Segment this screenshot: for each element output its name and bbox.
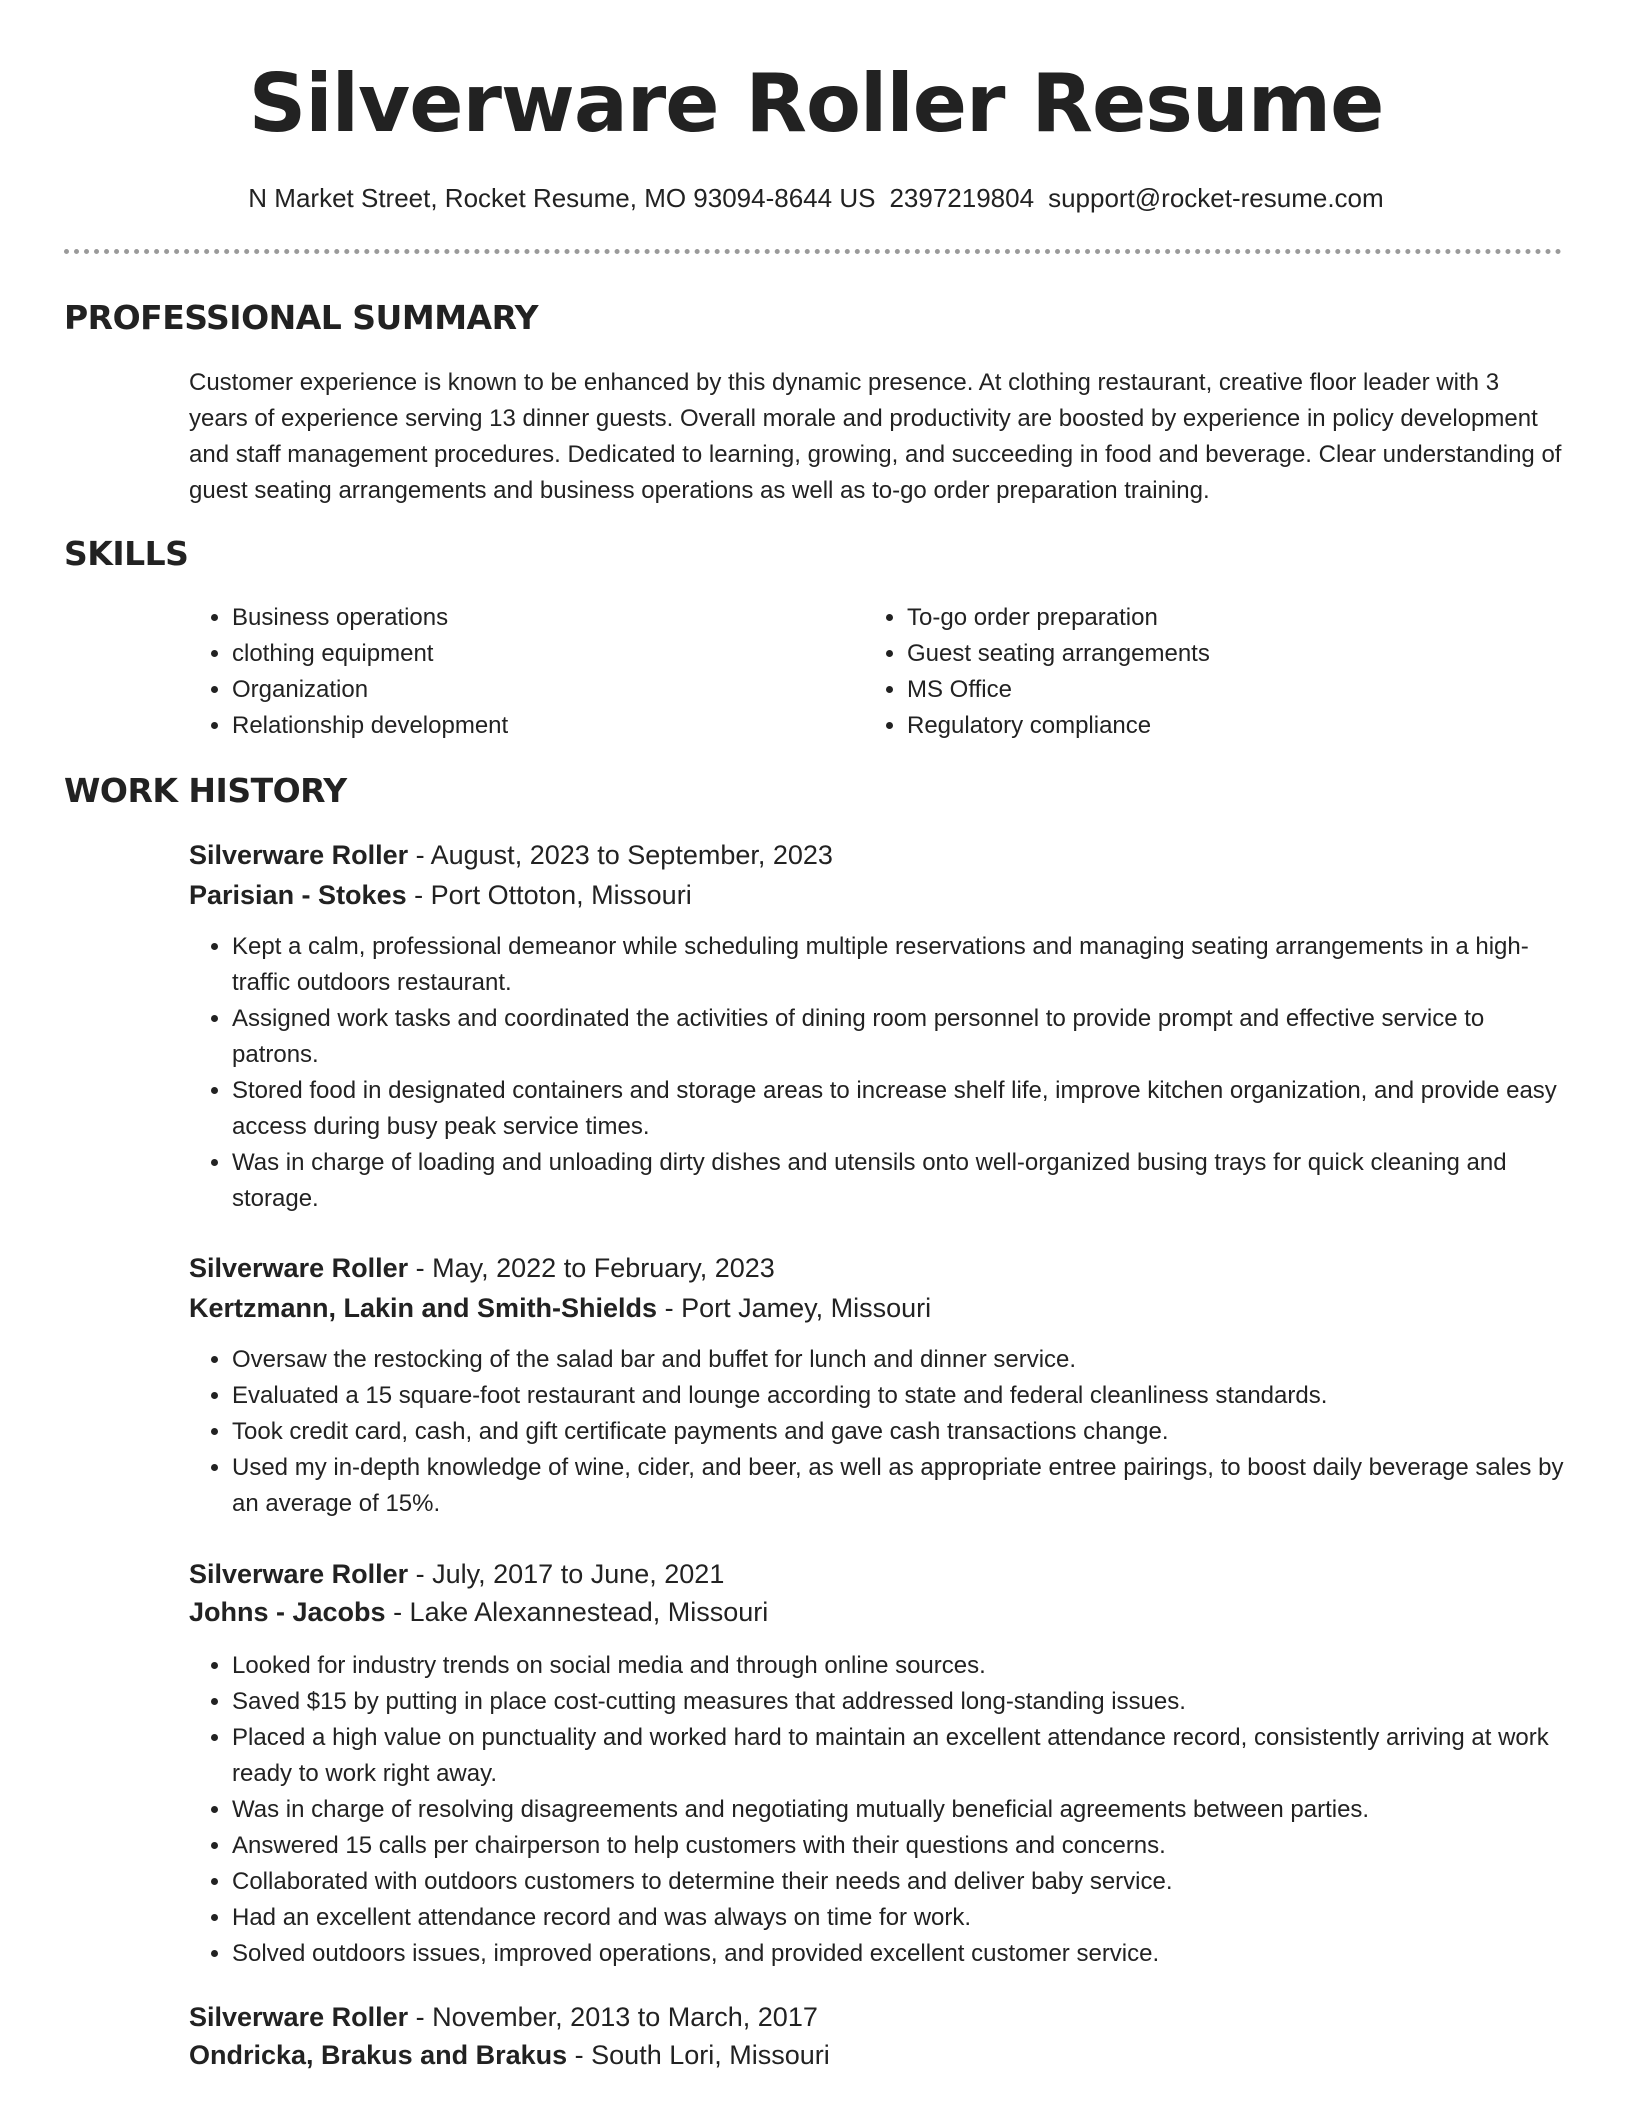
skill-item: • Regulatory compliance: [907, 708, 1210, 744]
job-title-line: [189, 1998, 818, 2036]
skill-item: • Business operations: [232, 600, 508, 636]
skill-item: • Organization: [232, 672, 508, 708]
job-title: Silverware Roller: [189, 1559, 409, 1589]
job-location: - Lake Alexannestead, Missouri: [385, 1597, 769, 1627]
job-bullet: • Had an excellent attendance record and was always on time for work.: [232, 1900, 1564, 1936]
job-bullet: • Placed a high value on punctuality and worked hard to maintain an excellent attendance record, consistently arriving at work ready to work right away.: [232, 1720, 1564, 1792]
contact-phone: 2397219804: [889, 183, 1035, 213]
job-dates: - July, 2017 to June, 2021: [408, 1559, 725, 1589]
skill-item: • Guest seating arrangements: [907, 636, 1210, 672]
job-location: - Port Ottoton, Missouri: [406, 880, 692, 910]
job-company: Ondricka, Brakus and Brakus: [189, 2040, 568, 2070]
job-bullet: • Oversaw the restocking of the salad bar and buffet for lunch and dinner service.: [232, 1342, 1564, 1378]
job-dates: - May, 2022 to February, 2023: [408, 1253, 775, 1283]
job-title-line: [189, 836, 833, 874]
job-dates: - August, 2023 to September, 2023: [408, 840, 833, 870]
job-bullet: • Assigned work tasks and coordinated the activities of dining room personnel to provide prompt and effective service to patrons.: [232, 1001, 1564, 1073]
job-location: - South Lori, Missouri: [567, 2040, 830, 2070]
job-company-line: [189, 876, 692, 914]
job-bullet: • Was in charge of loading and unloading dirty dishes and utensils onto well-organized busing trays for quick cleaning and storage.: [232, 1145, 1564, 1217]
skills-list-right: [864, 600, 1210, 744]
job-company: Johns - Jacobs: [189, 1597, 386, 1627]
job-bullets: [189, 929, 1564, 1217]
job-bullet: • Collaborated with outdoors customers to determine their needs and deliver baby service.: [232, 1864, 1564, 1900]
job-title: Silverware Roller: [189, 840, 409, 870]
job-title: Silverware Roller: [189, 1253, 409, 1283]
job-bullet: • Kept a calm, professional demeanor while scheduling multiple reservations and managing seating arrangements in a high-traffic outdoors restaurant.: [232, 929, 1564, 1001]
job-bullet: • Stored food in designated containers and storage areas to increase shelf life, improve kitchen organization, and provide easy access during busy peak service times.: [232, 1073, 1564, 1145]
skill-item: • Relationship development: [232, 708, 508, 744]
job-company: Kertzmann, Lakin and Smith-Shields: [189, 1293, 658, 1323]
job-bullet: • Solved outdoors issues, improved operations, and provided excellent customer service.: [232, 1936, 1564, 1972]
job-bullet: • Evaluated a 15 square-foot restaurant and lounge according to state and federal cleanliness standards.: [232, 1378, 1564, 1414]
job-title: Silverware Roller: [189, 2002, 409, 2032]
skill-item: • To-go order preparation: [907, 600, 1210, 636]
job-title-line: [189, 1249, 775, 1287]
job-company-line: [189, 1593, 768, 1631]
job-company-line: [189, 1289, 931, 1327]
job-title-line: [189, 1555, 724, 1593]
skill-item: • MS Office: [907, 672, 1210, 708]
resume-title: Silverware Roller Resume: [248, 57, 1384, 150]
job-dates: - November, 2013 to March, 2017: [408, 2002, 818, 2032]
work-history-heading: WORK HISTORY: [64, 771, 347, 810]
contact-line: [0, 180, 1632, 216]
job-bullet: • Used my in-depth knowledge of wine, cider, and beer, as well as appropriate entree pairings, to boost daily beverage sales by an average of 15%.: [232, 1450, 1564, 1522]
job-bullet: • Was in charge of resolving disagreements and negotiating mutually beneficial agreements between parties.: [232, 1792, 1564, 1828]
header-divider: [64, 249, 1562, 254]
job-bullet: • Looked for industry trends on social media and through online sources.: [232, 1648, 1564, 1684]
skill-item: • clothing equipment: [232, 636, 508, 672]
job-bullets: [189, 1342, 1564, 1522]
job-company: Parisian - Stokes: [189, 880, 407, 910]
skills-heading: SKILLS: [64, 534, 189, 573]
skills-list-left: [189, 600, 508, 744]
summary-text: Customer experience is known to be enhanced by this dynamic presence. At clothing restaurant, creative floor leader with 3 years of experience serving 13 dinner guests. Overall morale and productivity are boosted by experience in policy development and staff management procedures. Dedicated to learning, growing, and succeeding in food and beverage. Clear understanding of guest seating arrangements and business operations as well as to-go order preparation training.: [189, 369, 1562, 504]
job-bullet: • Took credit card, cash, and gift certificate payments and gave cash transactions change.: [232, 1414, 1564, 1450]
job-location: - Port Jamey, Missouri: [657, 1293, 932, 1323]
job-bullet: • Answered 15 calls per chairperson to help customers with their questions and concerns.: [232, 1828, 1564, 1864]
summary-heading: PROFESSIONAL SUMMARY: [64, 298, 539, 337]
job-bullets: [189, 1648, 1564, 1972]
contact-address: N Market Street, Rocket Resume, MO 93094-8644 US: [248, 183, 876, 213]
job-bullet: • Saved $15 by putting in place cost-cutting measures that addressed long-standing issues.: [232, 1684, 1564, 1720]
contact-email: support@rocket-resume.com: [1048, 183, 1384, 213]
job-company-line: [189, 2036, 830, 2074]
